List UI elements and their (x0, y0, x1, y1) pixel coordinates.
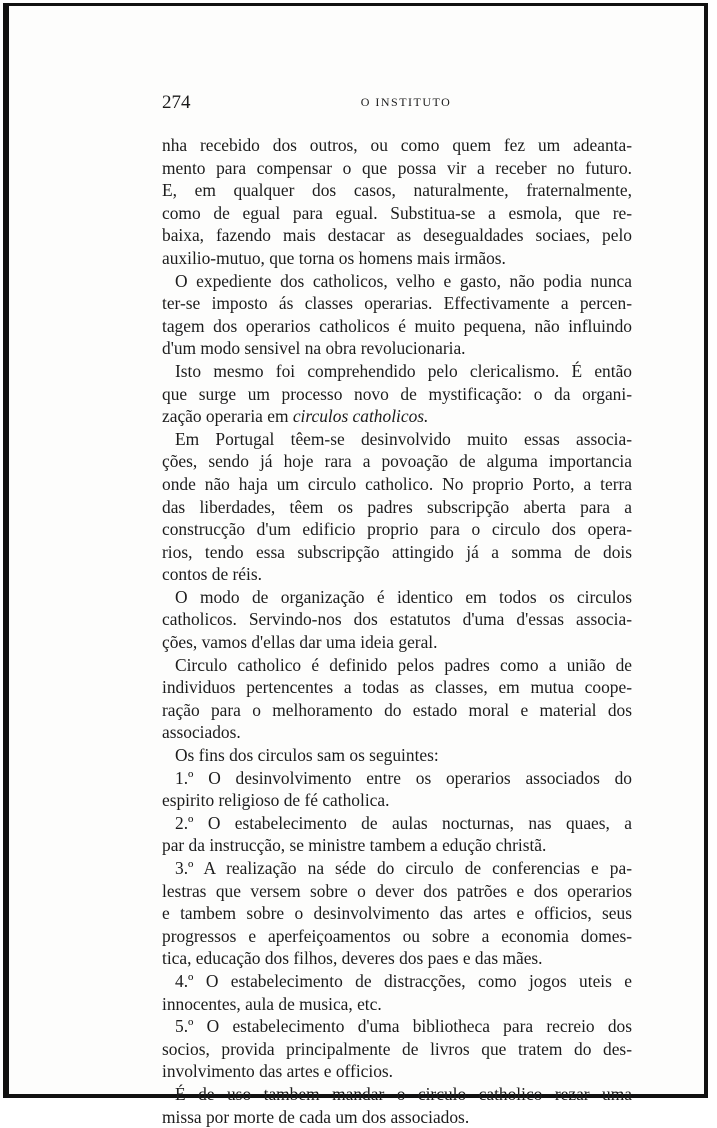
text-line: associados. (162, 722, 241, 743)
text-line: Isto mesmo foi comprehendido pelo clericalismo. É então (175, 360, 632, 381)
text-line: individuos pertencentes a todas as classes, em mutua coope- (162, 677, 632, 698)
text-line: progressos e aperfeiçoamentos ou sobre a economia domes- (162, 925, 632, 946)
text-line: contos de réis. (162, 564, 262, 585)
text-line: par da instrucção, se ministre tambem a edução christã. (162, 835, 547, 856)
text-line: Circulo catholico é definido pelos padres como a união de (175, 654, 632, 675)
text-line: e tambem sobre o desinvolvimento das artes e officios, seus (162, 903, 632, 924)
text-line: onde não haja um circulo catholico. No proprio Porto, a terra (162, 473, 632, 494)
text-line: socios, provida principalmente de livros que tratem do des- (162, 1038, 632, 1059)
text-line: Os fins dos circulos sam os seguintes: (175, 745, 439, 766)
text-line: espirito religioso de fé catholica. (162, 790, 390, 811)
running-title: O INSTITUTO (360, 95, 452, 109)
text-line: d'um modo sensivel na obra revolucionaria. (162, 338, 466, 359)
text-line: Em Portugal têem-se desinvolvido muito essas associa- (175, 428, 632, 449)
text-line: innocentes, aula de musica, etc. (162, 993, 382, 1014)
text-line: E, em qualquer dos casos, naturalmente, fraternalmente, (162, 180, 632, 201)
text-line: involvimento das artes e officios. (162, 1061, 394, 1082)
text-line: lestras que versem sobre o dever dos patrões e dos operarios (162, 880, 632, 901)
text-line: O modo de organização é identico em todos os circulos (175, 586, 632, 607)
text-line: das liberdades, têem os padres subscripção aberta para a (162, 496, 632, 517)
text-line: como de egual para egual. Substitua-se a esmola, que re- (162, 202, 632, 223)
text-line: 1.º O desinvolvimento entre os operarios associados do (175, 767, 632, 788)
text-segment: zação operaria em (162, 406, 293, 427)
body-text (162, 134, 632, 1128)
text-line: tica, educação dos filhos, deveres dos paes e das mães. (162, 948, 543, 969)
text-line: 5.º O estabelecimento d'uma bibliotheca para recreio dos (175, 1016, 632, 1037)
text-line: catholicos. Servindo-nos dos estatutos d'uma d'essas associa- (162, 609, 632, 630)
text-line: ração para o melhoramento do estado moral e material dos (162, 699, 632, 720)
text-line: ções, sendo já hoje rara a povoação de alguma importancia (162, 451, 632, 472)
text-line: baixa, fazendo mais destacar as desegualdades sociaes, pelo (162, 225, 632, 246)
page-header (162, 92, 632, 116)
text-line: ter-se imposto ás classes operarias. Effectivamente a percen- (162, 293, 632, 314)
text-line: que surge um processo novo de mystificação: o da organi- (162, 383, 632, 404)
text-line: construcção d'um edificio proprio para o circulo dos opera- (162, 519, 632, 540)
text-line: 2.º O estabelecimento de aulas nocturnas, nas quaes, a (175, 812, 632, 833)
text-line: mento para compensar o que possa vir a receber no futuro. (162, 157, 632, 178)
text-line: auxilio-mutuo, que torna os homens mais irmãos. (162, 247, 506, 268)
text-line: ções, vamos d'ellas dar uma ideia geral. (162, 632, 438, 653)
text-line: tagem dos operarios catholicos é muito pequena, não influindo (162, 315, 632, 336)
text-line: missa por morte de cada um dos associados. (162, 1106, 470, 1127)
text-line: 3.º A realização na séde do circulo de conferencias e pa- (175, 858, 632, 878)
page-number: 274 (162, 92, 191, 113)
text-line: nha recebido dos outros, ou como quem fez um adeanta- (162, 135, 632, 155)
text-line: 4.º O estabelecimento de distracções, como jogos uteis e (175, 970, 632, 991)
italic-phrase: circulos catholicos. (292, 406, 429, 427)
text-line: rios, tendo essa subscripção attingido já a somma de dois (162, 541, 632, 562)
text-line: O expediente dos catholicos, velho e gasto, não podia nunca (175, 270, 632, 291)
text-line: É de uso tambem mandar o circulo catholico rezar uma (175, 1083, 632, 1104)
text-line (162, 405, 632, 428)
